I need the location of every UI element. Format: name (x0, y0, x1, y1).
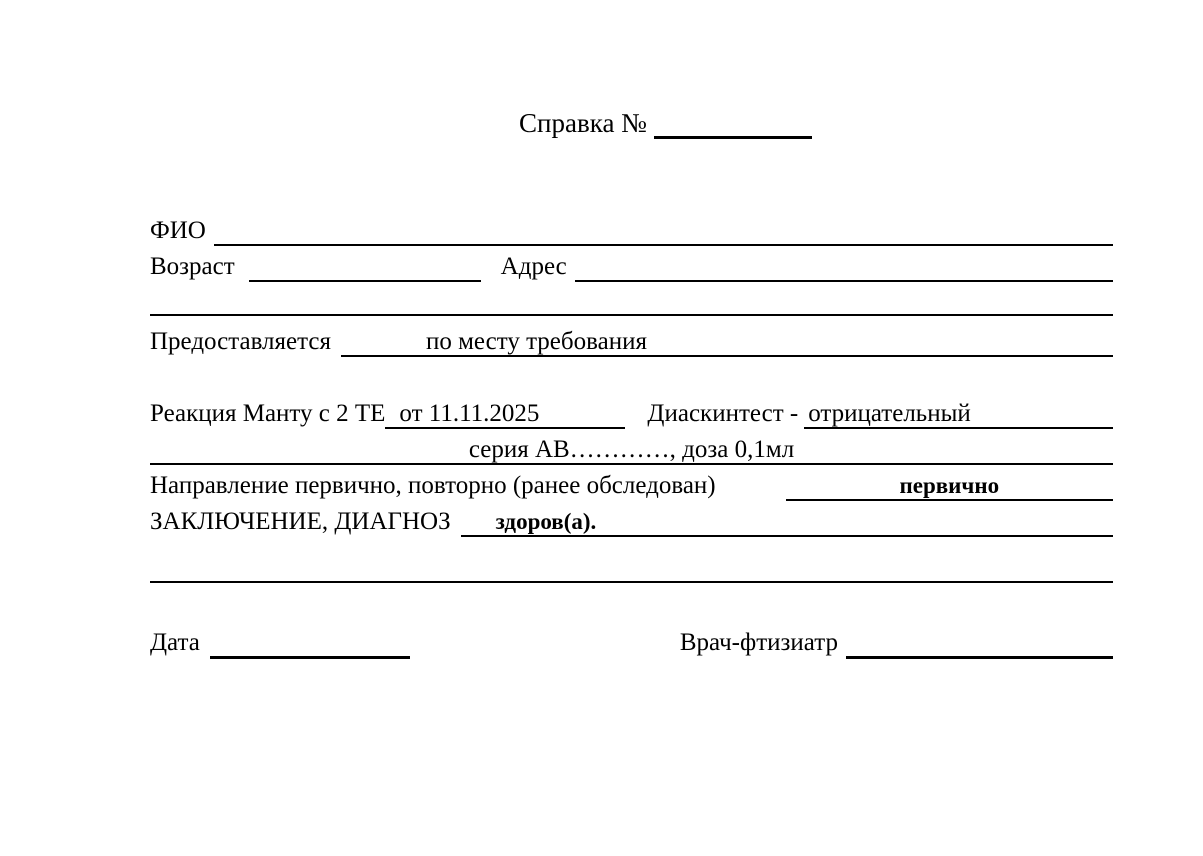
doctor-signature-blank (846, 625, 1113, 659)
diaskintest-blank (804, 396, 1113, 429)
mantoux-label: Реакция Манту с 2 ТЕ (150, 400, 386, 427)
conclusion-blank (461, 504, 1113, 537)
series-row (150, 432, 1113, 468)
provided-value: по месту требования (425, 328, 647, 355)
referral-row (150, 468, 1113, 504)
conclusion-continuation-blank (150, 550, 1113, 583)
diaskintest-value: отрицательный (808, 400, 971, 427)
mantoux-date-blank (385, 396, 625, 429)
address-continuation-blank (150, 283, 1113, 316)
referral-label: Направление первично, повторно (ранее обследован) (150, 472, 716, 499)
diaskintest-label: Диаскинтест - (647, 400, 799, 427)
series-dose-value: серия АВ…………, доза 0,1мл (468, 436, 795, 463)
conclusion-continuation-row (150, 550, 1113, 586)
address-continuation-row (150, 283, 1113, 319)
date-doctor-row (150, 625, 1113, 661)
certificate-number-blank (654, 102, 812, 139)
fio-blank (214, 213, 1113, 246)
address-blank (575, 249, 1113, 282)
address-label: Адрес (500, 253, 567, 280)
age-label: Возраст (150, 253, 235, 280)
mantoux-row (150, 396, 1113, 432)
certificate-body (150, 213, 1113, 661)
referral-value: первично (899, 473, 1000, 498)
certificate-title: Справка № (519, 108, 647, 138)
certificate-title-row (64, 102, 1203, 144)
conclusion-row (150, 504, 1113, 540)
age-address-row (150, 249, 1113, 285)
doctor-label: Врач-фтизиатр (679, 629, 838, 656)
provided-blank (341, 324, 1113, 357)
series-blank (150, 432, 1113, 465)
provided-row (150, 324, 1113, 360)
date-label: Дата (150, 629, 200, 656)
conclusion-value: здоров(а). (495, 509, 597, 534)
provided-label: Предоставляется (150, 328, 331, 355)
mantoux-date-value: от 11.11.2025 (399, 400, 540, 427)
conclusion-label: ЗАКЛЮЧЕНИЕ, ДИАГНОЗ (150, 508, 451, 535)
fio-row (150, 213, 1113, 249)
referral-blank (786, 468, 1113, 501)
date-blank (210, 625, 410, 659)
fio-label: ФИО (150, 217, 206, 244)
age-blank (249, 249, 481, 282)
